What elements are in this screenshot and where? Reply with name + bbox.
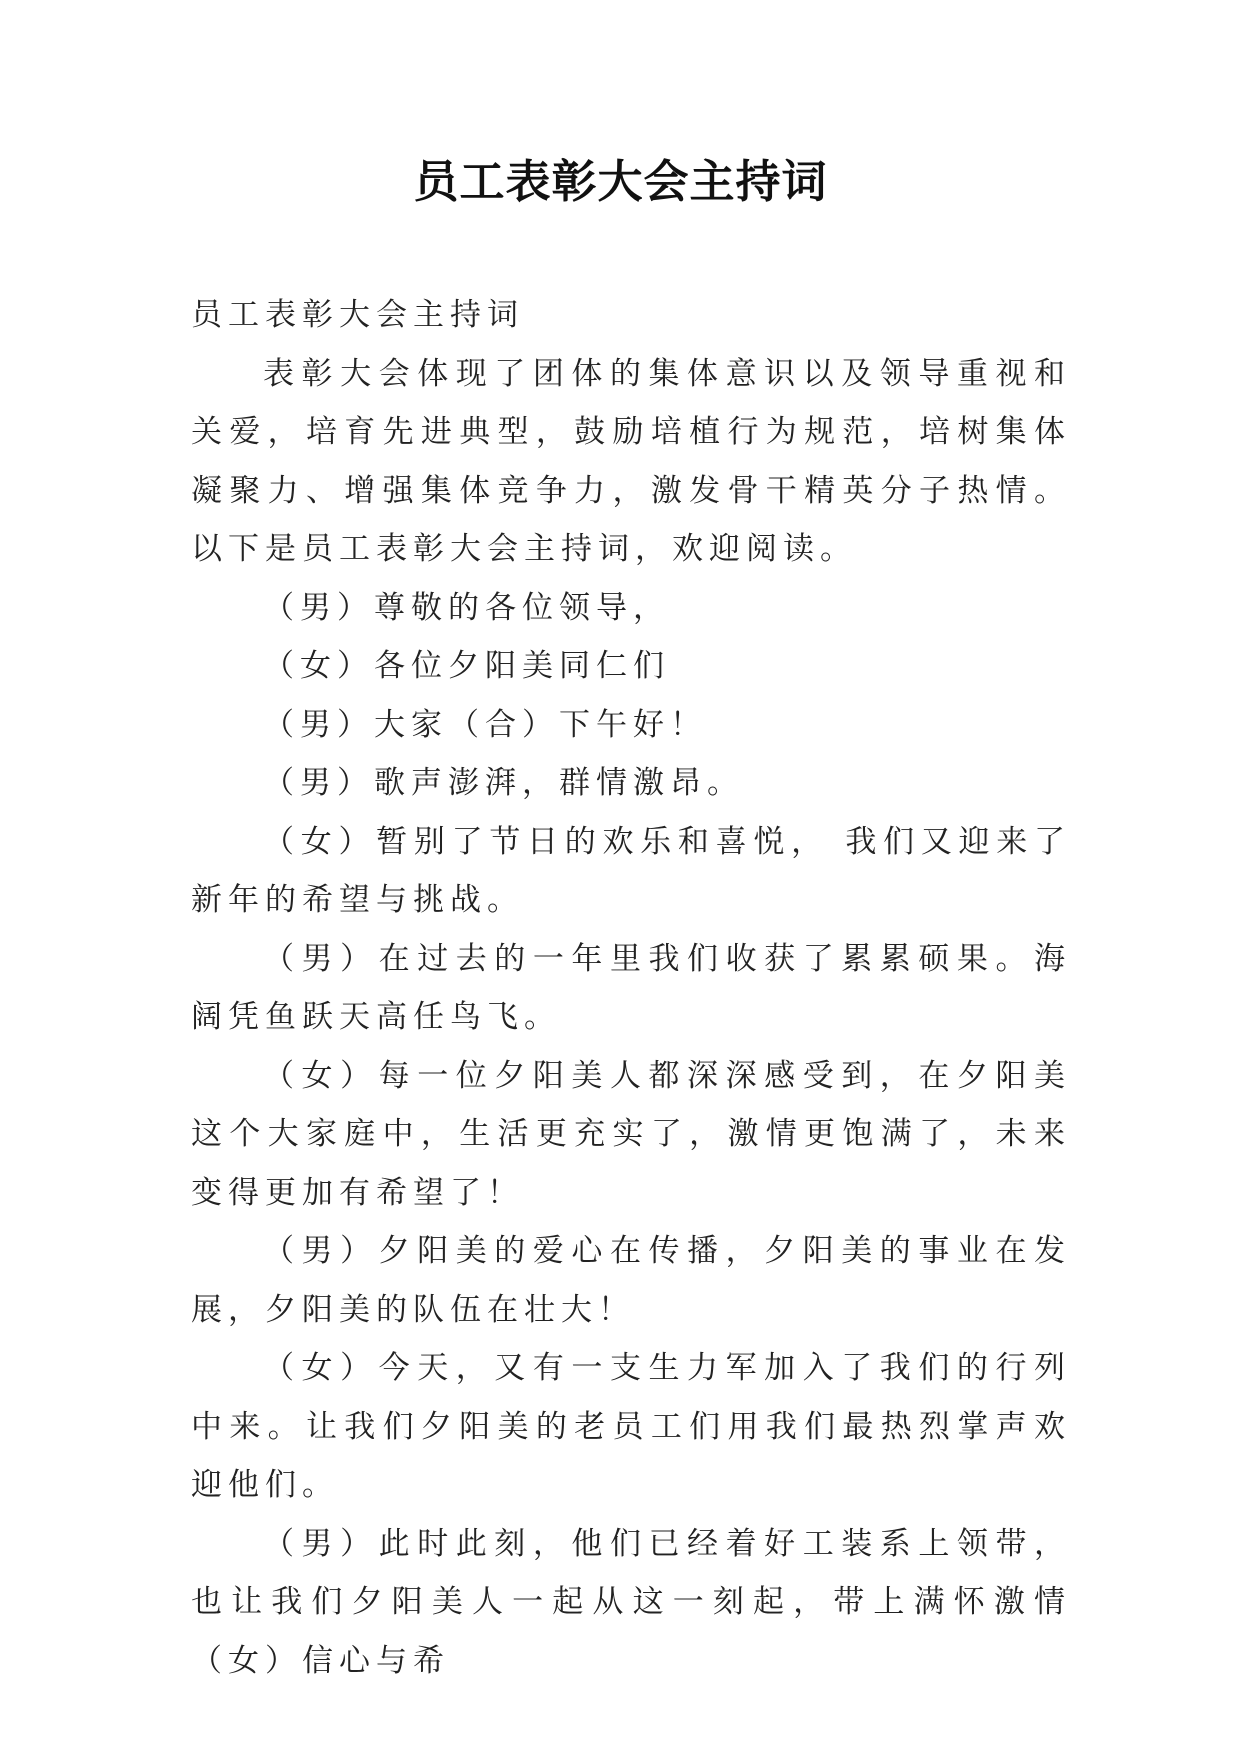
document-body (191, 286, 1071, 1690)
paragraph: （男）大家（合）下午好！ (263, 706, 707, 743)
paragraph: （男）尊敬的各位领导， (263, 589, 670, 626)
document-title: 员工表彰大会主持词 (413, 155, 828, 208)
paragraph: （男）歌声澎湃，群情激昂。 (263, 765, 744, 801)
paragraph: （女）今天，又有一支生力军加入了我们的行列中来。让我们夕阳美的老员工们用我们最热烈掌声欢迎他们。 (191, 1350, 1071, 1503)
paragraph: （女）每一位夕阳美人都深深感受到，在夕阳美这个大家庭中，生活更充实了，激情更饱满了，未来变得更加有希望了！ (191, 1057, 1071, 1211)
paragraph: 表彰大会体现了团体的集体意识以及领导重视和关爱，培育先进典型，鼓励培植行为规范，培树集体凝聚力、增强集体竞争力，激发骨干精英分子热情。以下是员工表彰大会主持词，欢迎阅读。 (191, 355, 1071, 567)
paragraph: （男）夕阳美的爱心在传播，夕阳美的事业在发展，夕阳美的队伍在壮大！ (191, 1233, 1071, 1328)
document-subtitle: 员工表彰大会主持词 (191, 297, 524, 333)
paragraph: （女）各位夕阳美同仁们 (263, 648, 670, 684)
paragraph: （男）在过去的一年里我们收获了累累硕果。海阔凭鱼跃天高任鸟飞。 (191, 940, 1071, 1035)
paragraph: （女）暂别了节日的欢乐和喜悦， 我们又迎来了新年的希望与挑战。 (191, 823, 1071, 918)
paragraph: （男）此时此刻，他们已经着好工装系上领带，也让我们夕阳美人一起从这一刻起，带上满怀激情（女）信心与希 (191, 1525, 1071, 1679)
